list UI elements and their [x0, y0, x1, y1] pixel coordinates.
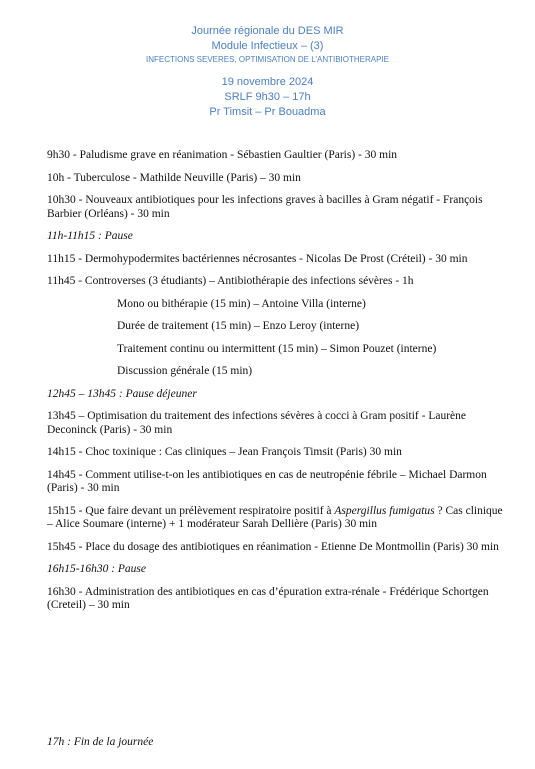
event-date: 19 novembre 2024	[221, 76, 314, 88]
program-pause: 11h-11h15 : Pause	[47, 230, 133, 242]
closing-line: 17h : Fin de la journée	[47, 736, 154, 748]
program-item: 10h - Tuberculose - Mathilde Neuville (Paris) – 30 min	[47, 171, 301, 184]
program-item: 15h45 - Place du dosage des antibiotiques en réanimation - Etienne De Montmollin (Paris) 30 min	[47, 540, 499, 553]
event-venue: SRLF 9h30 – 17h	[224, 91, 311, 103]
page-header	[0, 24, 535, 120]
program-subitem: Durée de traitement (15 min) – Enzo Leroy (interne)	[117, 320, 360, 332]
program-item: 15h15 - Que faire devant un prélèvement respiratoire positif à Aspergillus fumigatus ? Cas clinique – Alice Soumare (interne) + 1 modérateur Sarah Dellière (Paris) 30 min	[47, 504, 503, 530]
program-pause: 12h45 – 13h45 : Pause déjeuner	[47, 387, 197, 400]
program-item: 9h30 - Paludisme grave en réanimation - Sébastien Gaultier (Paris) - 30 min	[47, 149, 398, 161]
program-item: 13h45 – Optimisation du traitement des infections sévères à cocci à Gram positif - Laurène Deconinck (Paris) - 30 min	[47, 410, 466, 436]
event-title: Journée régionale du DES MIR	[191, 25, 344, 37]
program-item: 11h45 - Controverses (3 étudiants) – Antibiothérapie des infections sévères - 1h	[47, 275, 414, 287]
event-organizers: Pr Timsit – Pr Bouadma	[209, 106, 326, 118]
program-subitem: Mono ou bithérapie (15 min) – Antoine Villa (interne)	[117, 297, 366, 310]
program-subitem: Traitement continu ou intermittent (15 min) – Simon Pouzet (interne)	[117, 342, 437, 355]
program-item: 10h30 - Nouveaux antibiotiques pour les infections graves à bacilles à Gram négatif - François Barbier (Orléans) - 30 min	[47, 194, 483, 220]
module-subtitle: INFECTIONS SEVERES, OPTIMISATION DE L’ANTIBIOTHERAPIE	[145, 55, 389, 64]
program-pause: 16h15-16h30 : Pause	[47, 563, 147, 575]
program-subitem: Discussion générale (15 min)	[117, 365, 253, 377]
program-item: 16h30 - Administration des antibiotiques en cas d’épuration extra-rénale - Frédérique Schortgen (Creteil) – 30 min	[47, 585, 489, 611]
program-item: 11h15 - Dermohypodermites bactériennes nécrosantes - Nicolas De Prost (Créteil) - 30 min	[47, 252, 468, 265]
program-item: 14h45 - Comment utilise-t-on les antibiotiques en cas de neutropénie fébrile – Michael Darmon (Paris) - 30 min	[47, 468, 487, 494]
module-title: Module Infectieux – (3)	[211, 40, 324, 52]
species-name: Aspergillus fumigatus	[334, 504, 435, 517]
program-list	[47, 149, 509, 613]
program-item: 14h15 - Choc toxinique : Cas cliniques – Jean François Timsit (Paris) 30 min	[47, 446, 402, 458]
